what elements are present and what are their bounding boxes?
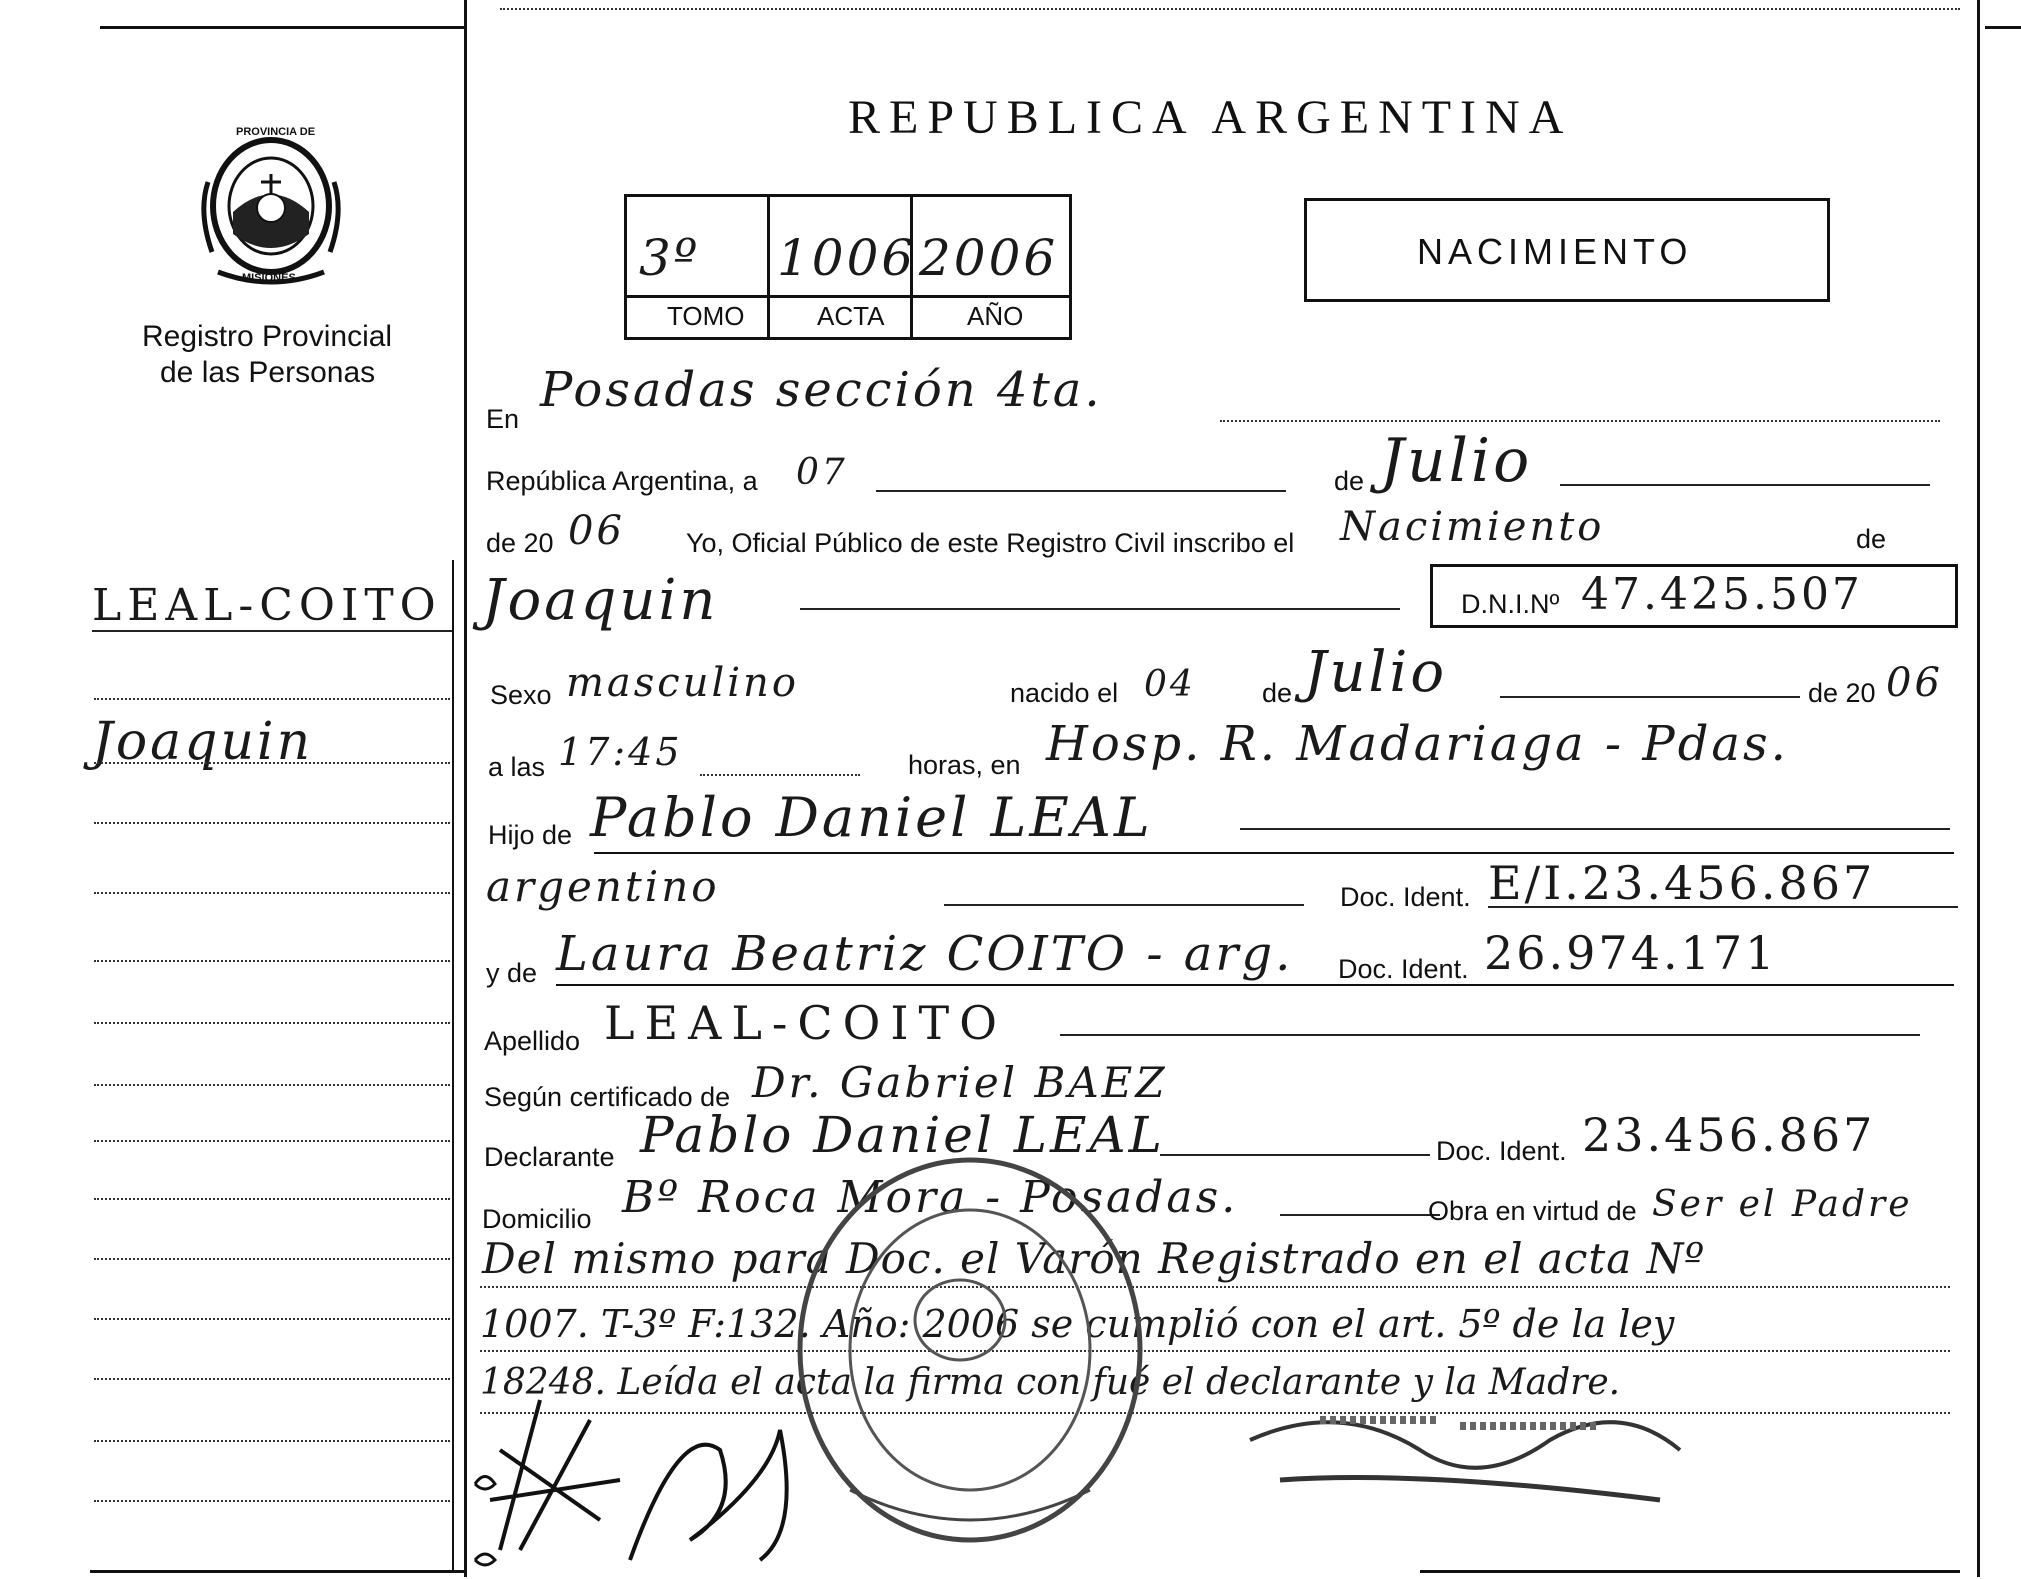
declarante-doc: 23.456.867 (1582, 1108, 1876, 1162)
province-seal (198, 122, 344, 288)
de20-label: de 20 (486, 528, 554, 558)
margin-line (94, 698, 450, 700)
month-line (1560, 484, 1930, 486)
signature-marks-left-margin (470, 1464, 500, 1574)
ano-label: AÑO (967, 301, 1024, 331)
signature-icon (480, 1390, 820, 1570)
margin-line (94, 1140, 450, 1142)
tomo-value: 3º (639, 229, 701, 287)
issuer-line-1: Registro Provincial (142, 320, 393, 353)
nacido-label: nacido el (1010, 678, 1119, 708)
stamp-icon (790, 1150, 1150, 1550)
domicilio-label: Domicilio (482, 1204, 592, 1234)
dni-value: 47.425.507 (1581, 569, 1863, 620)
seal-text-top: PROVINCIA DE (236, 126, 316, 138)
dni-label: D.N.I.Nº (1461, 589, 1560, 619)
right-page-border (1977, 0, 1980, 1577)
act-type: NACIMIENTO (1417, 231, 1693, 272)
father-nationality: argentino (486, 862, 720, 911)
father-doc: E/I.23.456.867 (1488, 856, 1876, 910)
nacido-month: Julio (1304, 640, 1448, 705)
notes-rule-1 (480, 1286, 1950, 1288)
notes-rule-2 (480, 1350, 1950, 1352)
doc-ident-label-2: Doc. Ident. (1338, 954, 1469, 984)
margin-line (94, 762, 450, 764)
nacido-month-line (1500, 696, 1800, 698)
inscribo-value: Nacimiento (1340, 504, 1605, 550)
de-end-label: de (1856, 524, 1887, 554)
bottom-left-rule (90, 1570, 464, 1573)
child-name: Joaquin (482, 568, 719, 633)
en-value: Posadas sección 4ta. (540, 362, 1103, 418)
domicilio-value: Bº Roca Mora - Posadas. (622, 1172, 1239, 1223)
declarante-label: Declarante (484, 1142, 615, 1172)
margin-line (94, 892, 450, 894)
father-name: Pablo Daniel LEAL (590, 786, 1153, 849)
margin-line (94, 822, 450, 824)
issuer-line-2: de las Personas (160, 356, 376, 389)
notes-line-2: 1007. T-3º F:132. Año: 2006 se cumplió con el art. 5º de la ley (480, 1302, 1675, 1346)
margin-line (94, 1440, 450, 1442)
place-value: Hosp. R. Madariaga - Pdas. (1046, 716, 1789, 772)
father-line (1240, 828, 1950, 830)
year-value: 06 (568, 508, 625, 554)
mother-name: Laura Beatriz COITO - arg. (556, 926, 1294, 982)
ano-value: 2006 (919, 229, 1059, 287)
acta-value: 1006 (777, 229, 917, 287)
horas-label: horas, en (908, 750, 1021, 780)
alas-label: a las (488, 752, 546, 782)
margin-line (94, 1258, 450, 1260)
seal-emblem-icon (198, 122, 344, 288)
official-round-stamp (790, 1150, 1150, 1550)
margin-line (94, 1378, 450, 1380)
sexo-value: masculino (566, 660, 799, 706)
bottom-right-rule (1420, 1570, 1960, 1573)
republica-label: República Argentina, a (486, 466, 758, 496)
margin-line (94, 1198, 450, 1200)
de-label: de (1334, 466, 1365, 496)
nacido-de-label: de (1262, 678, 1293, 708)
en-line (1220, 420, 1940, 422)
sexo-label: Sexo (490, 680, 552, 710)
act-type-box (1304, 198, 1830, 302)
declarante-line (1160, 1154, 1430, 1156)
country-title: REPUBLICA ARGENTINA (848, 91, 1573, 144)
name-line (800, 608, 1400, 610)
reference-table (624, 194, 1072, 340)
time-line (700, 774, 860, 776)
day-value: 07 (796, 452, 848, 493)
top-right-rule (1985, 26, 2021, 29)
margin-inner-border (452, 560, 454, 1570)
father-block-rule (594, 852, 1954, 854)
seal-text-bottom: MISIONES (242, 272, 296, 284)
father-nat-line (944, 904, 1304, 906)
doc-ident-label-3: Doc. Ident. (1436, 1136, 1567, 1166)
tomo-label: TOMO (667, 301, 745, 331)
signature-left (480, 1390, 820, 1570)
mark-icon (470, 1464, 500, 1574)
doc-ident-label-1: Doc. Ident. (1340, 882, 1471, 912)
mother-block-rule (556, 984, 1954, 986)
margin-given-name: Joaquin (92, 712, 314, 772)
obra-label: Obra en virtud de (1428, 1196, 1637, 1226)
apellido-value: LEAL-COITO (604, 996, 1007, 1050)
nacido-year: 06 (1886, 660, 1943, 706)
margin-line (94, 960, 450, 962)
signature-right (1220, 1380, 1700, 1520)
obra-value: Ser el Padre (1652, 1184, 1913, 1225)
en-label: En (486, 404, 520, 434)
yde-label: y de (486, 958, 538, 988)
apellido-label: Apellido (484, 1026, 581, 1056)
left-column-border (464, 0, 467, 1577)
margin-line (94, 1318, 450, 1320)
dni-box (1430, 564, 1958, 628)
hijo-label: Hijo de (488, 820, 573, 850)
ref-divider (767, 197, 770, 337)
domicilio-line (1280, 1214, 1440, 1216)
month-value: Julio (1380, 426, 1533, 496)
declarante-value: Pablo Daniel LEAL (640, 1106, 1165, 1164)
cert-label: Según certificado de (484, 1082, 731, 1112)
time-value: 17:45 (558, 730, 683, 774)
signature-icon (1220, 1380, 1700, 1520)
margin-surname-underline (92, 630, 452, 632)
acta-label: ACTA (817, 301, 885, 331)
ref-row-divider (627, 295, 1069, 298)
apellido-line (1060, 1034, 1920, 1036)
margin-surname: LEAL-COITO (92, 580, 442, 631)
day-line (876, 490, 1286, 492)
father-doc-line (1488, 906, 1958, 908)
nacido-de20-label: de 20 (1808, 678, 1876, 708)
top-dotted-rule (500, 8, 1960, 10)
cert-value: Dr. Gabriel BAEZ (752, 1058, 1168, 1107)
nacido-day: 04 (1144, 664, 1196, 705)
mother-doc: 26.974.171 (1484, 926, 1778, 980)
margin-line (94, 1022, 450, 1024)
top-left-rule (100, 26, 464, 29)
oficial-text: Yo, Oficial Público de este Registro Civil inscribo el (686, 528, 1295, 558)
notes-line-1: Del mismo para Doc. el Varón Registrado en el acta Nº (482, 1234, 1706, 1283)
margin-line (94, 1500, 450, 1502)
notes-line-3: 18248. Leída el acta la firma con fué el declarante y la Madre. (480, 1362, 1621, 1403)
margin-line (94, 1084, 450, 1086)
